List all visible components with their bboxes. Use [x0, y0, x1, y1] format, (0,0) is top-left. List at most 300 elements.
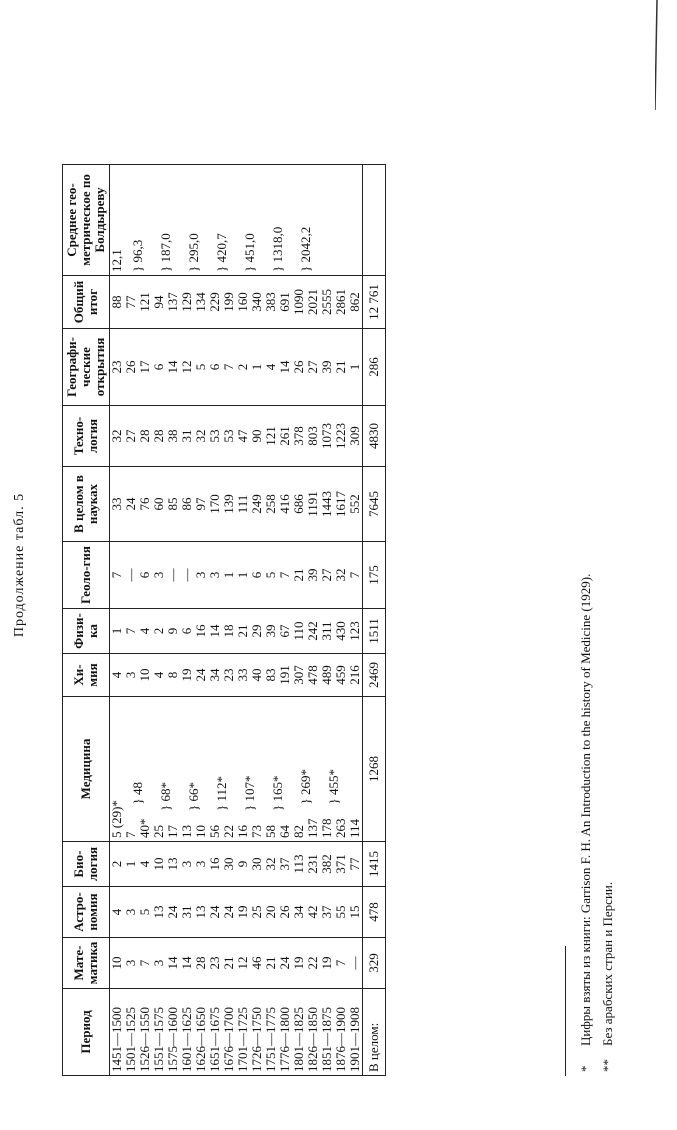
cell-value: 1676—1700 [221, 1007, 236, 1072]
cell-value: 121 [137, 292, 152, 312]
cell-value: 14 [277, 360, 292, 374]
table-caption: Продолжение табл. 5 [12, 492, 27, 638]
cell-phys [334, 609, 348, 654]
cell-value: 5 [137, 908, 152, 916]
footnote-1 [578, 574, 594, 1072]
cell-geo [320, 329, 334, 406]
cell-geol [166, 542, 180, 609]
cell-geo [180, 329, 194, 406]
cell-chem [264, 654, 278, 697]
cell-phys [124, 609, 138, 654]
cell-value: 23 [221, 668, 236, 682]
cell-value: 37 [319, 905, 334, 919]
cell-value: 691 [277, 292, 292, 312]
cell-value: 229 [207, 292, 222, 312]
cell-value: 39 [263, 624, 278, 638]
cell-value: 22 [305, 956, 320, 970]
cell-value: 12,1 [109, 249, 124, 272]
cell-value: 14 [165, 360, 180, 374]
cell-math [292, 938, 306, 989]
cell-value: 31 [179, 429, 194, 443]
cell-bio [320, 842, 334, 887]
cell-chem [348, 654, 363, 697]
cell-geol [152, 542, 166, 609]
cell-value: 3 [179, 860, 194, 868]
cell-geol [138, 542, 152, 609]
cell-value: 12 [179, 360, 194, 374]
cell-value: 10 [137, 668, 152, 682]
cell-total [236, 276, 250, 329]
cell-chem [194, 654, 208, 697]
cell-geol [278, 542, 292, 609]
cell-value: 340 [249, 292, 264, 312]
cell-math [166, 938, 180, 989]
cell-value: 55 [333, 905, 348, 919]
medicine-group-sum: } 48 [130, 782, 145, 805]
cell-value: 37 [277, 857, 292, 871]
medicine-group-sum: } 112* [214, 775, 229, 811]
cell-geol [194, 542, 208, 609]
cell-bio [292, 842, 306, 887]
cell-value: 2 [151, 627, 166, 635]
cell-value: 28 [137, 429, 152, 443]
cell-period [320, 989, 334, 1076]
cell-geol [306, 542, 320, 609]
cell-sci [152, 467, 166, 542]
cell-tech [222, 406, 236, 467]
cell-value: 10 [193, 825, 208, 838]
cell-total [306, 276, 320, 329]
cell-mean [214, 165, 236, 276]
cell-value: 382 [319, 854, 334, 874]
cell-value: 21 [333, 360, 348, 374]
cell-phys [278, 609, 292, 654]
cell-sci [124, 467, 138, 542]
cell-sci [348, 467, 363, 542]
cell-value: 67 [277, 624, 292, 638]
cell-value: 7 [123, 627, 138, 635]
cell-period [180, 989, 194, 1076]
cell-value: 4 [109, 671, 124, 679]
cell-mean [334, 165, 348, 276]
cell-value: 21 [235, 624, 250, 638]
cell-value: 430 [333, 621, 348, 641]
mean-group-value: } 187,0 [158, 233, 173, 272]
medicine-group-sum: } 269* [298, 769, 313, 805]
cell-value: 53 [207, 429, 222, 443]
total-math: 329 [363, 938, 386, 989]
cell-bio [250, 842, 264, 887]
cell-value: 34 [291, 905, 306, 919]
cell-total [180, 276, 194, 329]
cell-value: 686 [291, 494, 306, 514]
cell-total [334, 276, 348, 329]
cell-phys [180, 609, 194, 654]
total-total: 12 761 [363, 276, 386, 329]
cell-value: 7 [347, 571, 362, 579]
cell-phys [152, 609, 166, 654]
cell-total [250, 276, 264, 329]
cell-value: — [347, 956, 362, 970]
cell-value: 110 [291, 621, 306, 641]
cell-value: 24 [123, 497, 138, 511]
header-period: Период [63, 989, 110, 1076]
cell-value: 4 [151, 671, 166, 679]
cell-math [194, 938, 208, 989]
cell-med [264, 697, 278, 842]
cell-value: 4 [109, 908, 124, 916]
cell-astro [208, 887, 222, 938]
table-row [348, 165, 363, 1076]
cell-value: 5 (29)* [109, 800, 124, 838]
cell-value: 137 [165, 292, 180, 312]
cell-value: — [179, 568, 194, 582]
cell-geol [250, 542, 264, 609]
total-mean [363, 165, 386, 276]
cell-value: 1876—1900 [333, 1007, 348, 1072]
medicine-group-sum: } 107* [242, 775, 257, 811]
cell-value: 19 [319, 956, 334, 970]
cell-chem [250, 654, 264, 697]
cell-value: 16 [235, 825, 250, 838]
cell-value: 1651—1675 [207, 1007, 222, 1072]
cell-value: 14 [179, 956, 194, 970]
cell-geo [110, 329, 125, 406]
cell-math [124, 938, 138, 989]
mean-group-value: } 420,7 [214, 233, 229, 272]
cell-tech [194, 406, 208, 467]
cell-value: 552 [347, 494, 362, 514]
header-geo: Географи-ческие открытия [63, 329, 110, 406]
cell-value: — [165, 568, 180, 582]
cell-value: 1 [109, 627, 124, 635]
cell-value: 10 [151, 857, 166, 871]
cell-value: 378 [291, 426, 306, 446]
cell-phys [292, 609, 306, 654]
cell-math [222, 938, 236, 989]
cell-value: 64 [277, 825, 292, 838]
cell-math [348, 938, 363, 989]
cell-period [264, 989, 278, 1076]
cell-math [278, 938, 292, 989]
cell-value: 30 [249, 857, 264, 871]
footnote-text: Цифры взяты из книги: Garrison F. H. An Introduction to the history of Medicine (1929). [578, 573, 593, 1046]
footnote-mark: ** [600, 1059, 615, 1072]
table-row [236, 165, 250, 1076]
cell-value: 2861 [333, 289, 348, 315]
cell-value: 77 [347, 857, 362, 871]
cell-period [236, 989, 250, 1076]
table-row [278, 165, 292, 1076]
cell-geo [306, 329, 320, 406]
cell-mean [242, 165, 264, 276]
cell-bio [236, 842, 250, 887]
cell-value: 6 [207, 363, 222, 371]
cell-sci [250, 467, 264, 542]
cell-period [222, 989, 236, 1076]
cell-value: 3 [207, 571, 222, 579]
mean-group-value: } 1318,0 [270, 226, 285, 272]
cell-geol [222, 542, 236, 609]
header-chem: Хи-мия [63, 654, 110, 697]
cell-phys [194, 609, 208, 654]
cell-value: 24 [193, 668, 208, 682]
cell-value: 82 [291, 825, 306, 838]
cell-chem [236, 654, 250, 697]
total-geo: 286 [363, 329, 386, 406]
table-row [292, 165, 306, 1076]
cell-value: 7 [221, 363, 236, 371]
cell-value: 21 [221, 956, 236, 970]
cell-value: 16 [207, 857, 222, 871]
cell-value: 1073 [319, 423, 334, 449]
cell-value: 42 [305, 905, 320, 919]
cell-value: 489 [319, 665, 334, 685]
cell-math [250, 938, 264, 989]
cell-sci [110, 467, 125, 542]
cell-bio [334, 842, 348, 887]
cell-value: 1826—1850 [305, 1007, 320, 1072]
cell-value: 24 [165, 905, 180, 919]
cell-value: 73 [249, 825, 264, 838]
cell-geol [110, 542, 125, 609]
cell-sci [292, 467, 306, 542]
cell-value: 94 [151, 295, 166, 309]
cell-value: 1501—1525 [123, 1007, 138, 1072]
cell-value: 26 [291, 360, 306, 374]
cell-mean [270, 165, 292, 276]
mean-group-value: } 96,3 [130, 239, 145, 272]
cell-value: 3 [151, 571, 166, 579]
cell-value: 1851—1875 [319, 1007, 334, 1072]
cell-value: 862 [347, 292, 362, 312]
cell-value: 19 [291, 956, 306, 970]
cell-total [292, 276, 306, 329]
cell-phys [222, 609, 236, 654]
cell-value: 2021 [305, 289, 320, 315]
cell-value: 123 [347, 621, 362, 641]
cell-bio [110, 842, 125, 887]
cell-total [138, 276, 152, 329]
cell-value: 242 [305, 621, 320, 641]
cell-period [194, 989, 208, 1076]
cell-math [180, 938, 194, 989]
cell-value: 111 [235, 494, 250, 514]
cell-value: 47 [235, 429, 250, 443]
cell-value: 22 [221, 825, 236, 838]
cell-chem [124, 654, 138, 697]
cell-tech [306, 406, 320, 467]
cell-value: 97 [193, 497, 208, 511]
cell-value: 39 [305, 568, 320, 582]
cell-med [110, 697, 125, 842]
cell-value: 27 [305, 360, 320, 374]
cell-sci [194, 467, 208, 542]
cell-value: 88 [109, 295, 124, 309]
cell-value: 9 [235, 860, 250, 868]
cell-value: 1443 [319, 491, 334, 517]
cell-value: 17 [137, 360, 152, 374]
cell-value: 5 [263, 571, 278, 579]
cell-geo [236, 329, 250, 406]
cell-value: 3 [123, 908, 138, 916]
cell-math [208, 938, 222, 989]
cell-value: 1191 [305, 491, 320, 517]
cell-geol [348, 542, 363, 609]
cell-value: 139 [221, 494, 236, 514]
cell-med [208, 697, 222, 842]
cell-sci [278, 467, 292, 542]
cell-value: 28 [151, 429, 166, 443]
cell-total [124, 276, 138, 329]
cell-astro [250, 887, 264, 938]
cell-geo [264, 329, 278, 406]
cell-value: 2 [235, 363, 250, 371]
cell-phys [138, 609, 152, 654]
cell-period [292, 989, 306, 1076]
header-sci: В целом в науках [63, 467, 110, 542]
cell-value: 40 [249, 668, 264, 682]
cell-value: 1626—1650 [193, 1007, 208, 1072]
cell-value: — [123, 568, 138, 582]
cell-value: 23 [109, 360, 124, 374]
medicine-group-sum: } 165* [270, 775, 285, 811]
cell-period [166, 989, 180, 1076]
cell-value: 1223 [333, 423, 348, 449]
cell-value: 83 [263, 668, 278, 682]
cell-value: 60 [151, 497, 166, 511]
cell-phys [236, 609, 250, 654]
cell-value: 114 [347, 818, 362, 838]
cell-value: 53 [221, 429, 236, 443]
table-row [194, 165, 208, 1076]
cell-value: 38 [165, 429, 180, 443]
cell-value: 39 [319, 360, 334, 374]
cell-value: 77 [123, 295, 138, 309]
cell-astro [110, 887, 125, 938]
cell-sci [264, 467, 278, 542]
cell-tech [152, 406, 166, 467]
cell-astro [124, 887, 138, 938]
cell-mean [298, 165, 320, 276]
cell-chem [306, 654, 320, 697]
cell-geol [320, 542, 334, 609]
cell-phys [306, 609, 320, 654]
cell-astro [334, 887, 348, 938]
cell-total [194, 276, 208, 329]
table-row [166, 165, 180, 1076]
cell-value: 21 [291, 568, 306, 582]
cell-sci [180, 467, 194, 542]
cell-value: 383 [263, 292, 278, 312]
cell-value: 311 [319, 621, 334, 641]
cell-value: 26 [277, 905, 292, 919]
cell-value: 3 [151, 959, 166, 967]
cell-chem [152, 654, 166, 697]
header-tech: Техно-логия [63, 406, 110, 467]
medicine-group-sum: } 66* [186, 782, 201, 811]
total-med: 1268 [363, 697, 386, 842]
cell-value: 25 [151, 825, 166, 838]
cell-chem [138, 654, 152, 697]
cell-geol [208, 542, 222, 609]
table-row [334, 165, 348, 1076]
cell-value: 1451—1500 [109, 1007, 124, 1072]
total-tech: 4830 [363, 406, 386, 467]
table-row [306, 165, 320, 1076]
cell-value: 416 [277, 494, 292, 514]
cell-bio [306, 842, 320, 887]
header-row [63, 165, 110, 1076]
cell-value: 1901—1908 [347, 1007, 362, 1072]
footnote-text: Без арабских стран и Персии. [600, 881, 615, 1046]
cell-phys [348, 609, 363, 654]
cell-astro [348, 887, 363, 938]
cell-value: 4 [137, 627, 152, 635]
cell-value: 18 [221, 624, 236, 638]
cell-total [166, 276, 180, 329]
total-phys: 1511 [363, 609, 386, 654]
cell-astro [152, 887, 166, 938]
cell-period [110, 989, 125, 1076]
cell-value: 261 [277, 426, 292, 446]
cell-mean [130, 165, 152, 276]
cell-astro [278, 887, 292, 938]
cell-value: 1090 [291, 289, 306, 315]
cell-value: 27 [123, 429, 138, 443]
cell-mean [348, 165, 363, 276]
cell-geo [348, 329, 363, 406]
footnote-rule [565, 946, 566, 1076]
cell-value: 7 [123, 831, 138, 838]
cell-value: 1776—1800 [277, 1007, 292, 1072]
cell-total [264, 276, 278, 329]
cell-value: 24 [221, 905, 236, 919]
cell-astro [236, 887, 250, 938]
cell-astro [320, 887, 334, 938]
cell-geol [292, 542, 306, 609]
mean-group-value: } 2042,2 [298, 226, 313, 272]
cell-sci [138, 467, 152, 542]
cell-chem [292, 654, 306, 697]
medicine-group-sum: } 455* [326, 769, 341, 805]
cell-value: 32 [263, 857, 278, 871]
cell-chem [334, 654, 348, 697]
table-row [222, 165, 236, 1076]
cell-value: 137 [305, 818, 320, 838]
cell-value: 33 [235, 668, 250, 682]
cell-chem [222, 654, 236, 697]
table-row [110, 165, 125, 1076]
cell-value: 307 [291, 665, 306, 685]
cell-period [334, 989, 348, 1076]
cell-value: 33 [109, 497, 124, 511]
cell-tech [348, 406, 363, 467]
cell-tech [334, 406, 348, 467]
cell-geol [264, 542, 278, 609]
cell-geo [334, 329, 348, 406]
cell-sci [236, 467, 250, 542]
cell-chem [166, 654, 180, 697]
cell-tech [278, 406, 292, 467]
footnote-mark: * [578, 1065, 593, 1072]
cell-geol [334, 542, 348, 609]
cell-value: 1726—1750 [249, 1007, 264, 1072]
table-row [320, 165, 334, 1076]
cell-sci [334, 467, 348, 542]
cell-sci [222, 467, 236, 542]
cell-astro [306, 887, 320, 938]
